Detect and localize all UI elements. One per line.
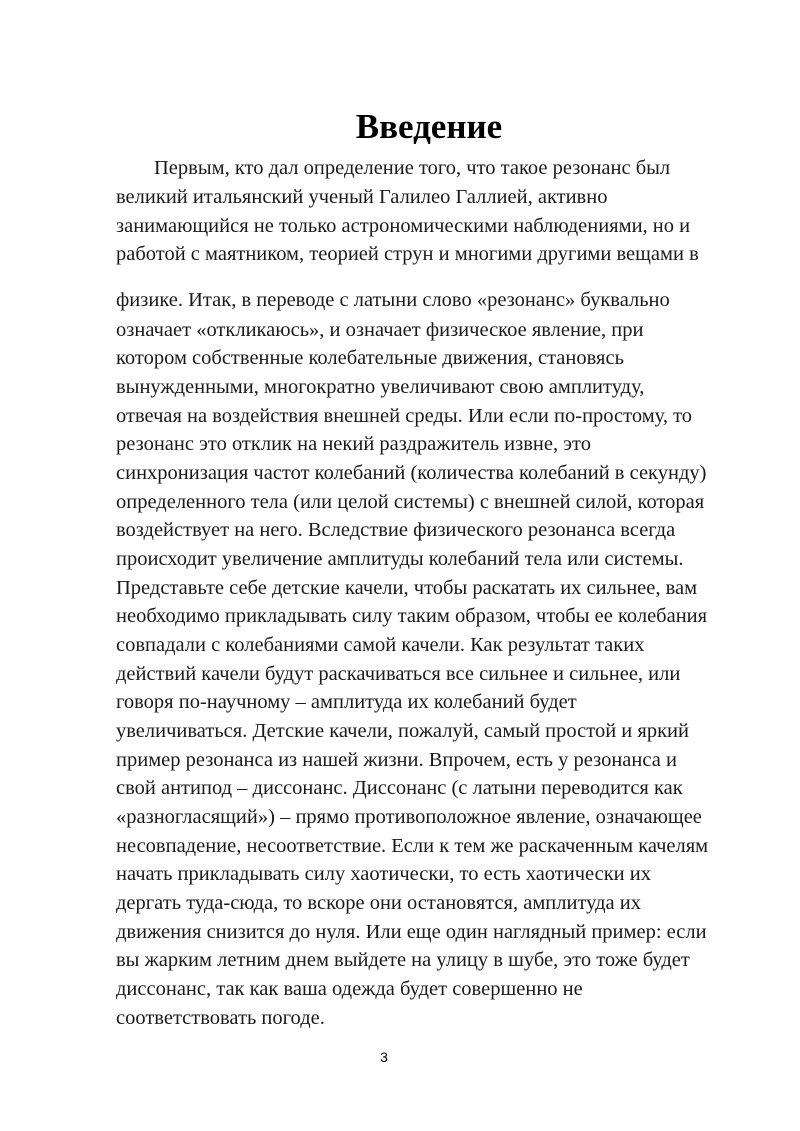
text-line: начать прикладывать силу хаотически, то есть хаотически их [116, 863, 652, 885]
text-line: свой антипод – диссонанс. Диссонанс (с латыни переводится как [116, 777, 683, 799]
text-line: отвечая на воздействия внешней среды. Или если по-простому, то [116, 405, 693, 427]
text-line: движения снизится до нуля. Или еще один наглядный пример: если [116, 921, 707, 943]
text-line: резонанс это отклик на некий раздражитель извне, это [116, 433, 591, 455]
text-line: вынужденными, многократно увеличивают свою амплитуду, [116, 376, 645, 398]
text-line: котором собственные колебательные движения, становясь [116, 347, 624, 369]
text-line: действий качели будут раскачиваться все сильнее и сильнее, или [116, 663, 681, 685]
page-title: Введение [355, 107, 503, 146]
text-line: вы жарким летним днем выйдете на улицу в шубе, это тоже будет [116, 949, 690, 971]
text-line: работой с маятником, теорией струн и многими другими вещами в [116, 243, 699, 265]
text-line: означает «откликаюсь», и означает физическое явление, при [116, 319, 644, 341]
text-line: несовпадение, несоответствие. Если к тем же раскаченным качелям [116, 835, 709, 857]
text-line: Представьте себе детские качели, чтобы раскатать их сильнее, вам [116, 577, 698, 599]
text-line: воздействует на него. Вследствие физического резонанса всегда [116, 519, 676, 541]
text-line: занимающийся не только астрономическими наблюдениями, но и [116, 215, 691, 237]
text-line: необходимо прикладывать силу таким образом, чтобы ее колебания [116, 605, 708, 627]
text-line: происходит увеличение амплитуды колебаний тела или системы. [116, 548, 684, 570]
text-line: пример резонанса из нашей жизни. Впрочем, есть у резонанса и [116, 749, 677, 771]
text-line: великий итальянский ученый Галилео Галлией, активно [116, 186, 608, 208]
text-line: увеличиваться. Детские качели, пожалуй, самый простой и яркий [116, 720, 689, 742]
text-line: синхронизация частот колебаний (количества колебаний в секунду) [116, 462, 707, 484]
text-line: Первым, кто дал определение того, что такое резонанс был [154, 157, 671, 179]
page-number: 3 [380, 1049, 388, 1065]
text-line: дергать туда-сюда, то вскоре они остановятся, амплитуда их [116, 892, 642, 914]
text-line: физике. Итак, в переводе с латыни слово «резонанс» буквально [116, 289, 670, 311]
text-line: соответствовать погоде. [116, 1007, 325, 1029]
text-line: совпадали с колебаниями самой качели. Как результат таких [116, 634, 645, 656]
text-line: определенного тела (или целой системы) с внешней силой, которая [116, 491, 705, 513]
text-line: «разногласящий») – прямо противоположное явление, означающее [116, 806, 702, 828]
text-line: говоря по-научному – амплитуда их колебаний будет [116, 691, 577, 713]
text-line: диссонанс, так как ваша одежда будет совершенно не [116, 978, 583, 1000]
